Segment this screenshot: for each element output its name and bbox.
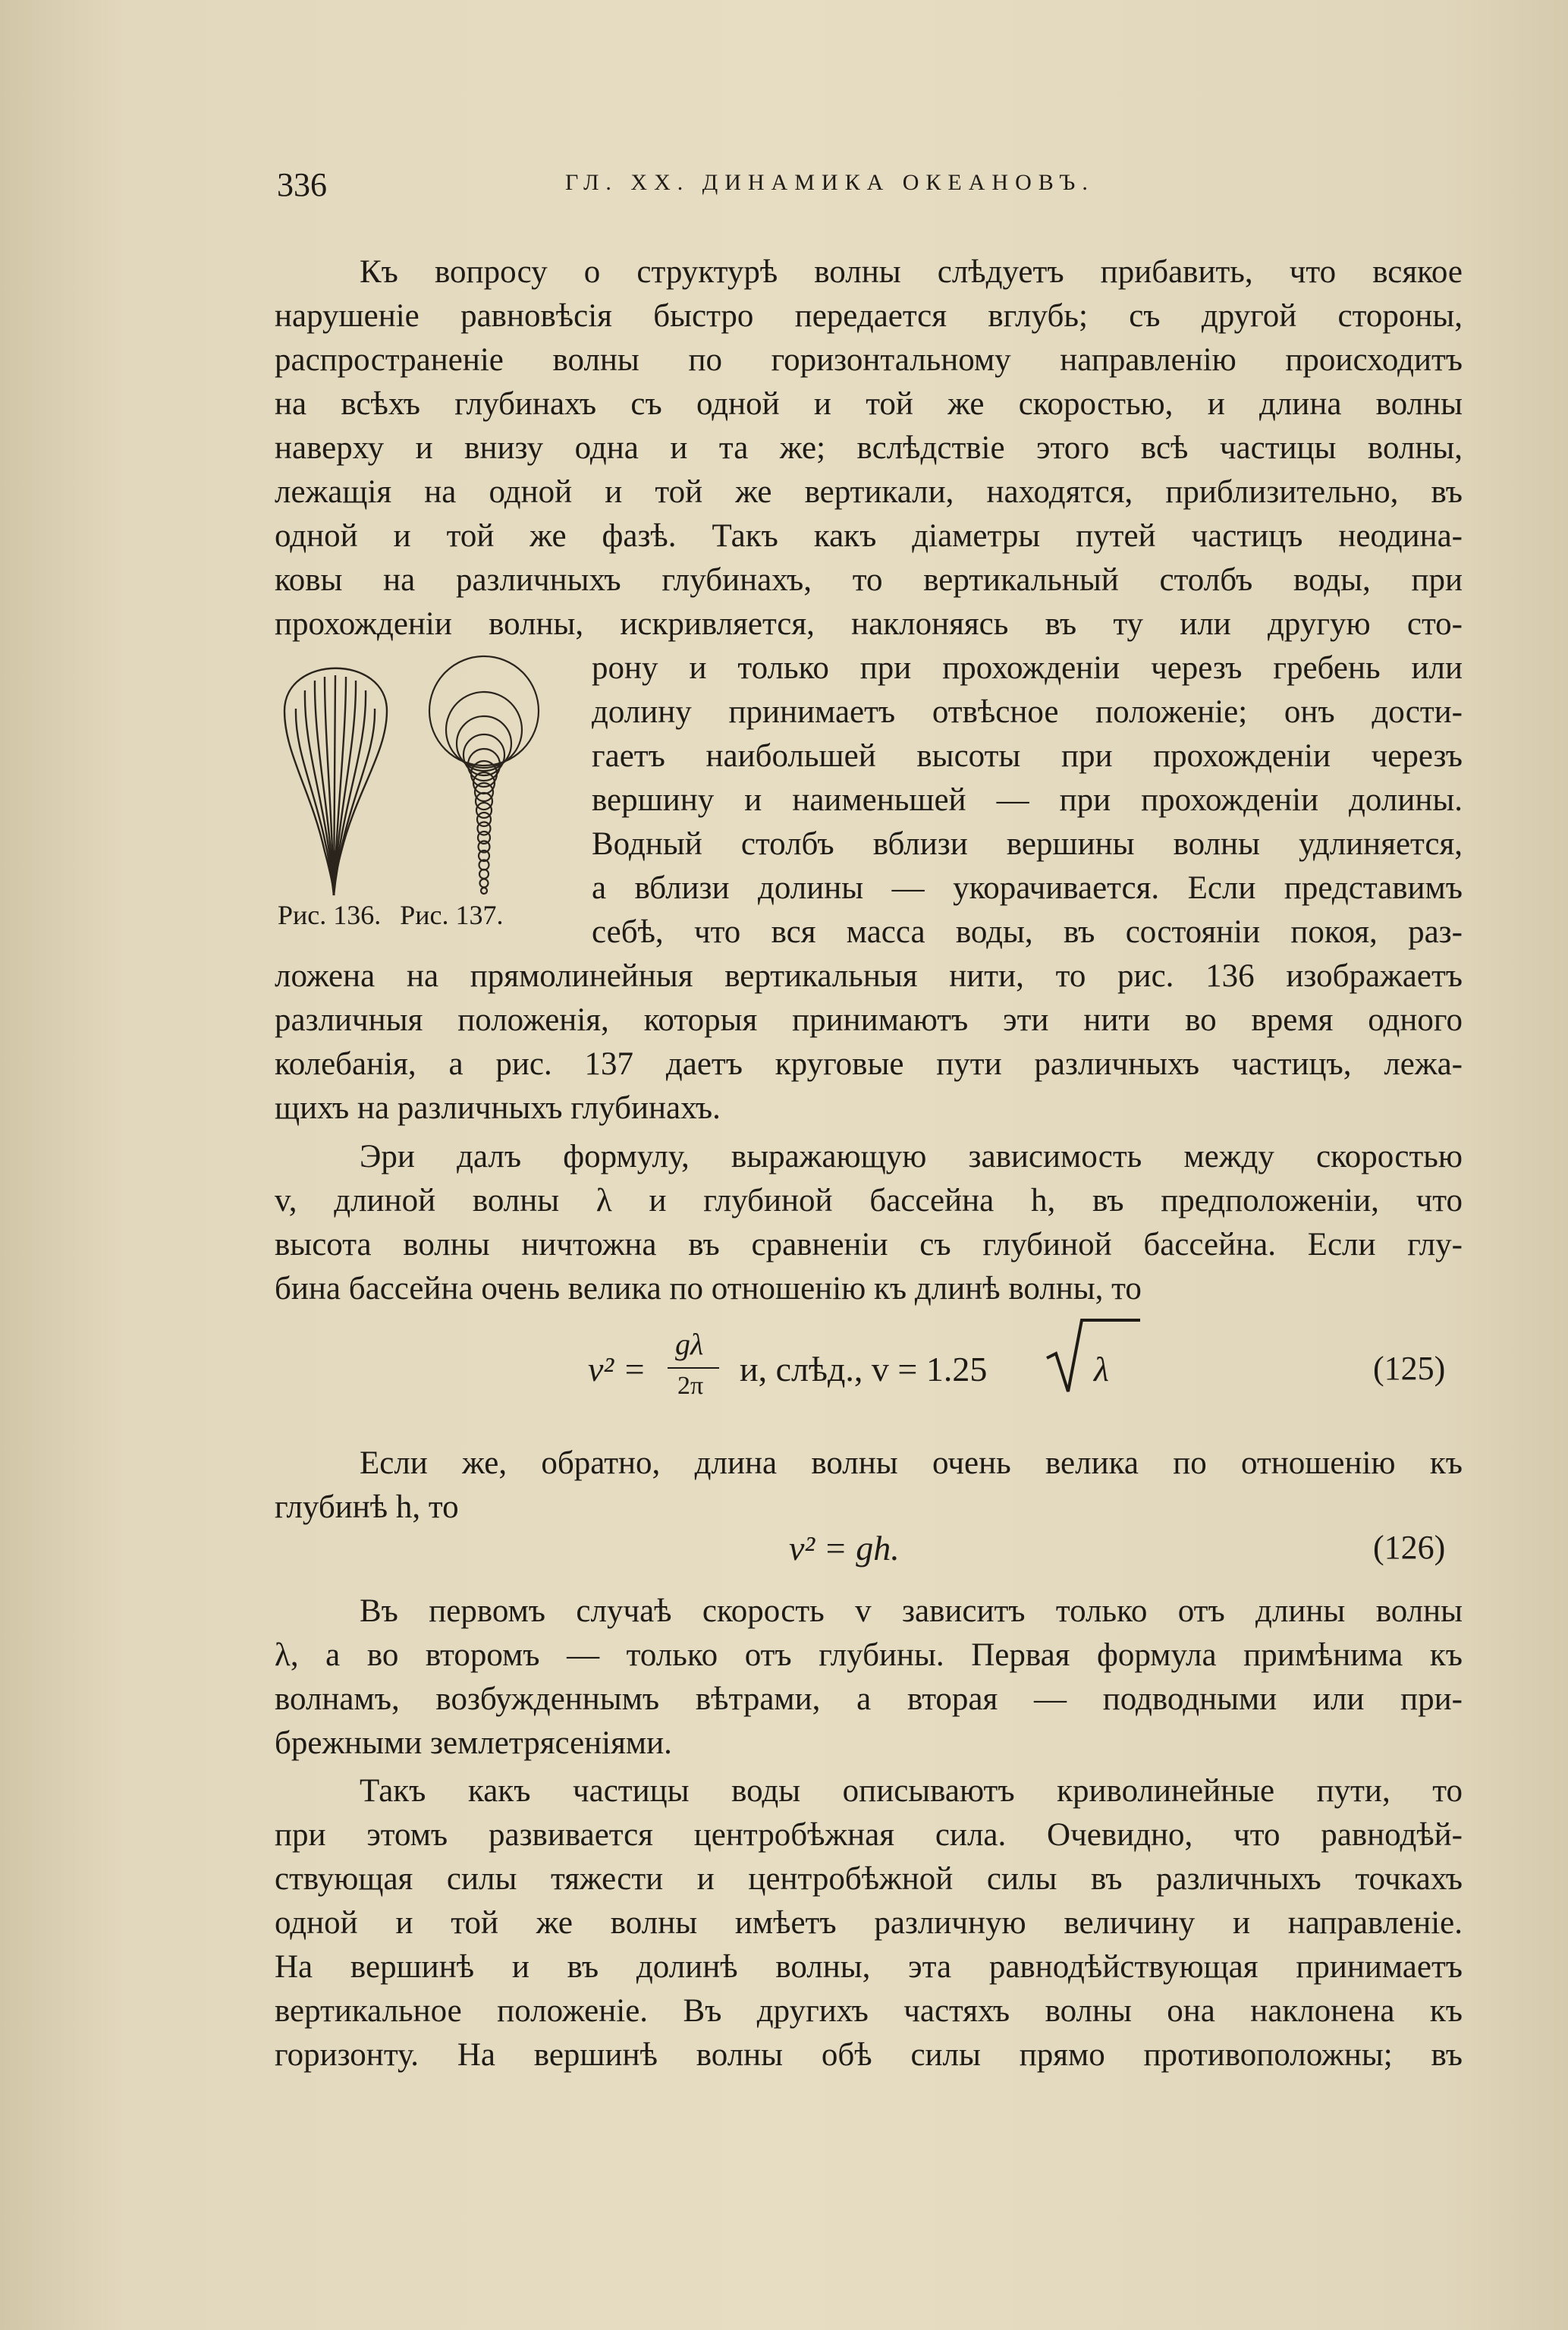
text-line: щихъ на различныхъ глубинахъ. bbox=[275, 1090, 721, 1126]
text-line: при этомъ развивается центробѣжная сила. Очевидно, что равнодѣй- bbox=[275, 1817, 1463, 1853]
equation-126-number: (126) bbox=[1373, 1529, 1446, 1566]
text-line: высота волны ничтожна въ сравненіи съ глубиной бассейна. Если глу- bbox=[275, 1227, 1463, 1262]
equation-125-radicand: λ bbox=[1094, 1350, 1109, 1388]
text-line: колебанія, а рис. 137 даетъ круговые пути различныхъ частицъ, лежа- bbox=[275, 1046, 1463, 1082]
page-number: 336 bbox=[277, 166, 327, 203]
text-line: Водный столбъ вблизи вершины волны удлиняется, bbox=[592, 826, 1463, 862]
text-line: себѣ, что вся масса воды, въ состояніи покоя, раз- bbox=[592, 914, 1463, 950]
equation-125-number: (125) bbox=[1373, 1350, 1446, 1387]
text-line: на всѣхъ глубинахъ съ одной и той же скоростью, и длина волны bbox=[275, 386, 1463, 422]
text-line: вертикальное положеніе. Въ другихъ частяхъ волны она наклонена къ bbox=[275, 1993, 1463, 2029]
text-line: бина бассейна очень велика по отношенію къ длинѣ волны, то bbox=[275, 1271, 1142, 1306]
text-line: горизонту. На вершинѣ волны обѣ силы прямо противоположны; въ bbox=[275, 2037, 1463, 2073]
equation-125-lhs: v² = bbox=[588, 1350, 646, 1388]
text-line: одной и той же волны имѣетъ различную величину и направленіе. bbox=[275, 1905, 1463, 1941]
text-line: распространеніе волны по горизонтальному направленію происходитъ bbox=[275, 342, 1463, 378]
text-line: волнамъ, возбужденнымъ вѣтрами, а вторая — подводными или при- bbox=[275, 1681, 1463, 1717]
text-line: глубинѣ h, то bbox=[275, 1489, 459, 1525]
fraction-bar bbox=[668, 1367, 719, 1369]
text-line: рону и только при прохожденіи черезъ гребень или bbox=[592, 650, 1463, 686]
text-line: наверху и внизу одна и та же; вслѣдствіе этого всѣ частицы волны, bbox=[275, 430, 1463, 466]
text-line: брежными землетрясеніями. bbox=[275, 1725, 672, 1761]
page-header bbox=[277, 165, 1460, 211]
figure-136-caption: Рис. 136. bbox=[278, 900, 382, 930]
equation-125-numerator: gλ bbox=[675, 1327, 704, 1361]
equation-126-formula: v² = gh. bbox=[789, 1529, 900, 1567]
text-line: одной и той же фазѣ. Такъ какъ діаметры путей частицъ неодина- bbox=[275, 518, 1463, 554]
text-line: лежащія на одной и той же вертикали, находятся, приблизительно, въ bbox=[275, 474, 1463, 510]
text-line: λ, а во второмъ — только отъ глубины. Первая формула примѣнима къ bbox=[275, 1637, 1463, 1673]
text-line: гаетъ наибольшей высоты при прохожденіи черезъ bbox=[592, 738, 1463, 774]
text-line: а вблизи долины — укорачивается. Если представимъ bbox=[592, 870, 1463, 906]
text-line: Къ вопросу о структурѣ волны слѣдуетъ прибавить, что всякое bbox=[360, 254, 1463, 290]
running-title: ГЛ. XX. ДИНАМИКА ОКЕАНОВЪ. bbox=[565, 170, 1095, 195]
figure-137-circular-paths bbox=[429, 656, 539, 894]
figures-136-137 bbox=[281, 646, 561, 904]
text-line: Если же, обратно, длина волны очень велика по отношенію къ bbox=[360, 1445, 1463, 1481]
text-line: ковы на различныхъ глубинахъ, то вертикальный столбъ воды, при bbox=[275, 562, 1463, 598]
text-line: ствующая силы тяжести и центробѣжной силы въ различныхъ точкахъ bbox=[275, 1861, 1463, 1897]
text-line: прохожденіи волны, искривляется, наклоняясь въ ту или другую сто- bbox=[275, 606, 1463, 642]
equation-125-denominator: 2π bbox=[677, 1372, 704, 1400]
text-line: Такъ какъ частицы воды описываютъ криволинейные пути, то bbox=[360, 1773, 1463, 1809]
text-line: Эри далъ формулу, выражающую зависимость между скоростью bbox=[360, 1139, 1463, 1174]
text-line: различныя положенія, которыя принимаютъ эти нити во время одного bbox=[275, 1002, 1463, 1038]
text-line: На вершинѣ и въ долинѣ волны, эта равнодѣйствующая принимаетъ bbox=[275, 1949, 1463, 1985]
text-line: v, длиной волны λ и глубиной бассейна h, въ предположеніи, что bbox=[275, 1183, 1463, 1218]
text-line: долину принимаетъ отвѣсное положеніе; онъ дости- bbox=[592, 694, 1463, 730]
text-line: ложена на прямолинейныя вертикальныя нити, то рис. 136 изображаетъ bbox=[275, 958, 1463, 994]
figure-136-fan-lines bbox=[284, 668, 387, 895]
text-line: нарушеніе равновѣсія быстро передается вглубь; съ другой стороны, bbox=[275, 298, 1463, 334]
figure-137-caption: Рис. 137. bbox=[400, 900, 504, 930]
equation-125-middle: и, слѣд., v = 1.25 bbox=[740, 1350, 988, 1388]
text-line: Въ первомъ случаѣ скорость v зависитъ только отъ длины волны bbox=[360, 1593, 1463, 1629]
text-line: вершину и наименьшей — при прохожденіи долины. bbox=[592, 782, 1463, 818]
figure-captions bbox=[278, 899, 516, 931]
